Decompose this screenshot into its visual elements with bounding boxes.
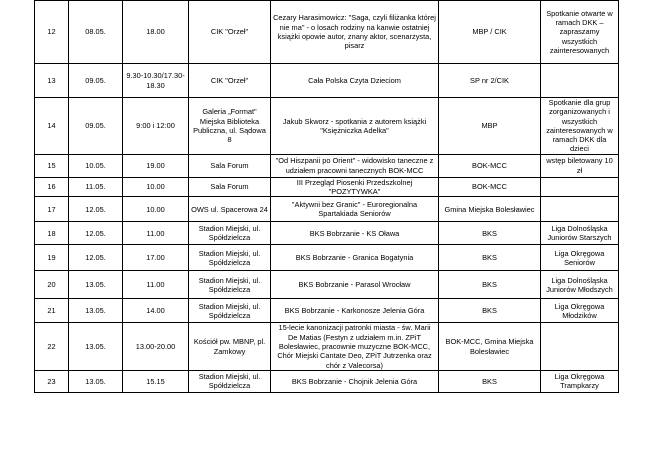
cell-notes: Spotkanie otwarte w ramach DKK – zapraszamy wszystkich zainteresowanych (541, 1, 619, 64)
table-row (35, 370, 619, 392)
table-row (35, 245, 619, 271)
cell-time: 9.30-10.30/17.30-18.30 (123, 64, 189, 98)
cell-no: 12 (35, 1, 69, 64)
cell-place: Stadion Miejski, ul. Spółdzielcza (189, 370, 271, 392)
cell-notes: Liga Okręgowa Młodzików (541, 299, 619, 323)
cell-org: BKS (439, 271, 541, 299)
cell-org: Gmina Miejska Bolesławiec (439, 197, 541, 222)
cell-no: 20 (35, 271, 69, 299)
cell-place: Stadion Miejski, ul. Spółdzielcza (189, 299, 271, 323)
cell-time: 9:00 i 12:00 (123, 98, 189, 155)
table-row (35, 1, 619, 64)
cell-desc: Cezary Harasimowicz: "Saga, czyli filiżanka której nie ma" - o losach rodziny na kanwie ostatniej książki opowie autor, znany aktor, scenarzysta, pisarz (271, 1, 439, 64)
cell-desc: BKS Bobrzanie - Parasol Wrocław (271, 271, 439, 299)
cell-time: 10.00 (123, 197, 189, 222)
cell-no: 16 (35, 177, 69, 197)
cell-date: 12.05. (69, 245, 123, 271)
cell-place: Stadion Miejski, ul. Spółdzielcza (189, 222, 271, 245)
cell-desc: 15-lecie kanonizacji patronki miasta - św. Marii De Matias (Festyn z udziałem m.in. ZPiT Bolesławiec, pracownie muzyczne BOK-MCC, Chór Miejski Cantate Deo, ZPiT Jutrzenka oraz chór z Valecorsa) (271, 323, 439, 370)
table-row (35, 222, 619, 245)
table-row (35, 271, 619, 299)
cell-notes: wstęp biletowany 10 zł (541, 154, 619, 177)
cell-notes: Liga Dolnośląska Juniorów Starszych (541, 222, 619, 245)
cell-time: 10.00 (123, 177, 189, 197)
cell-place: CIK "Orzeł" (189, 1, 271, 64)
cell-date: 09.05. (69, 98, 123, 155)
cell-place: OWS ul. Spacerowa 24 (189, 197, 271, 222)
cell-no: 22 (35, 323, 69, 370)
cell-notes (541, 177, 619, 197)
cell-desc: Jakub Skworz - spotkania z autorem książki "Księżniczka Adelka" (271, 98, 439, 155)
cell-place: Stadion Miejski, ul. Spółdzielcza (189, 245, 271, 271)
cell-org: BKS (439, 370, 541, 392)
cell-no: 17 (35, 197, 69, 222)
cell-date: 09.05. (69, 64, 123, 98)
cell-org: BKS (439, 245, 541, 271)
cell-desc: BKS Bobrzanie - Karkonosze Jelenia Góra (271, 299, 439, 323)
cell-org: BKS (439, 299, 541, 323)
cell-date: 13.05. (69, 370, 123, 392)
cell-no: 23 (35, 370, 69, 392)
cell-notes (541, 323, 619, 370)
table-row (35, 177, 619, 197)
cell-notes (541, 197, 619, 222)
cell-desc: Cała Polska Czyta Dzieciom (271, 64, 439, 98)
cell-time: 17.00 (123, 245, 189, 271)
cell-date: 08.05. (69, 1, 123, 64)
events-table (34, 0, 619, 393)
cell-notes: Liga Okręgowa Trampkarzy (541, 370, 619, 392)
cell-no: 18 (35, 222, 69, 245)
cell-place: CIK "Orzeł" (189, 64, 271, 98)
cell-date: 12.05. (69, 222, 123, 245)
cell-date: 13.05. (69, 299, 123, 323)
cell-date: 13.05. (69, 323, 123, 370)
cell-notes: Liga Okręgowa Seniorów (541, 245, 619, 271)
table-row (35, 197, 619, 222)
table-row (35, 98, 619, 155)
cell-date: 11.05. (69, 177, 123, 197)
cell-desc: BKS Bobrzanie - KS Oława (271, 222, 439, 245)
cell-place: Stadion Miejski, ul. Spółdzielcza (189, 271, 271, 299)
cell-org: BOK-MCC, Gmina Miejska Bolesławiec (439, 323, 541, 370)
cell-place: Kościół pw. MBNP, pl. Zamkowy (189, 323, 271, 370)
cell-place: Sala Forum (189, 177, 271, 197)
cell-time: 11.00 (123, 222, 189, 245)
cell-date: 10.05. (69, 154, 123, 177)
cell-org: MBP (439, 98, 541, 155)
cell-org: MBP / CIK (439, 1, 541, 64)
cell-time: 14.00 (123, 299, 189, 323)
cell-notes: Liga Dolnośląska Juniorów Młodszych (541, 271, 619, 299)
cell-time: 18.00 (123, 1, 189, 64)
cell-org: BOK-MCC (439, 177, 541, 197)
table-row (35, 64, 619, 98)
cell-no: 15 (35, 154, 69, 177)
cell-desc: III Przegląd Piosenki Przedszkolnej "POZYTYWKA" (271, 177, 439, 197)
cell-time: 11.00 (123, 271, 189, 299)
cell-desc: "Od Hiszpanii po Orient" - widowisko taneczne z udziałem pracowni tanecznych BOK-MCC (271, 154, 439, 177)
table-row (35, 154, 619, 177)
cell-date: 12.05. (69, 197, 123, 222)
cell-no: 19 (35, 245, 69, 271)
cell-no: 14 (35, 98, 69, 155)
cell-desc: BKS Bobrzanie - Granica Bogatynia (271, 245, 439, 271)
cell-time: 15.15 (123, 370, 189, 392)
events-table-body (35, 1, 619, 393)
cell-time: 13.00-20.00 (123, 323, 189, 370)
cell-notes: Spotkanie dla grup zorganizowanych i wszystkich zainteresowanych w ramach DKK dla dzieci (541, 98, 619, 155)
table-row (35, 299, 619, 323)
cell-no: 21 (35, 299, 69, 323)
cell-org: BOK-MCC (439, 154, 541, 177)
cell-place: Sala Forum (189, 154, 271, 177)
cell-no: 13 (35, 64, 69, 98)
table-row (35, 323, 619, 370)
cell-org: SP nr 2/CIK (439, 64, 541, 98)
cell-time: 19.00 (123, 154, 189, 177)
cell-date: 13.05. (69, 271, 123, 299)
cell-desc: "Aktywni bez Granic" - Euroregionalna Spartakiada Seniorów (271, 197, 439, 222)
cell-desc: BKS Bobrzanie - Chojnik Jelenia Góra (271, 370, 439, 392)
cell-place: Galeria „Format" Miejska Biblioteka Publiczna, ul. Sądowa 8 (189, 98, 271, 155)
cell-notes (541, 64, 619, 98)
cell-org: BKS (439, 222, 541, 245)
